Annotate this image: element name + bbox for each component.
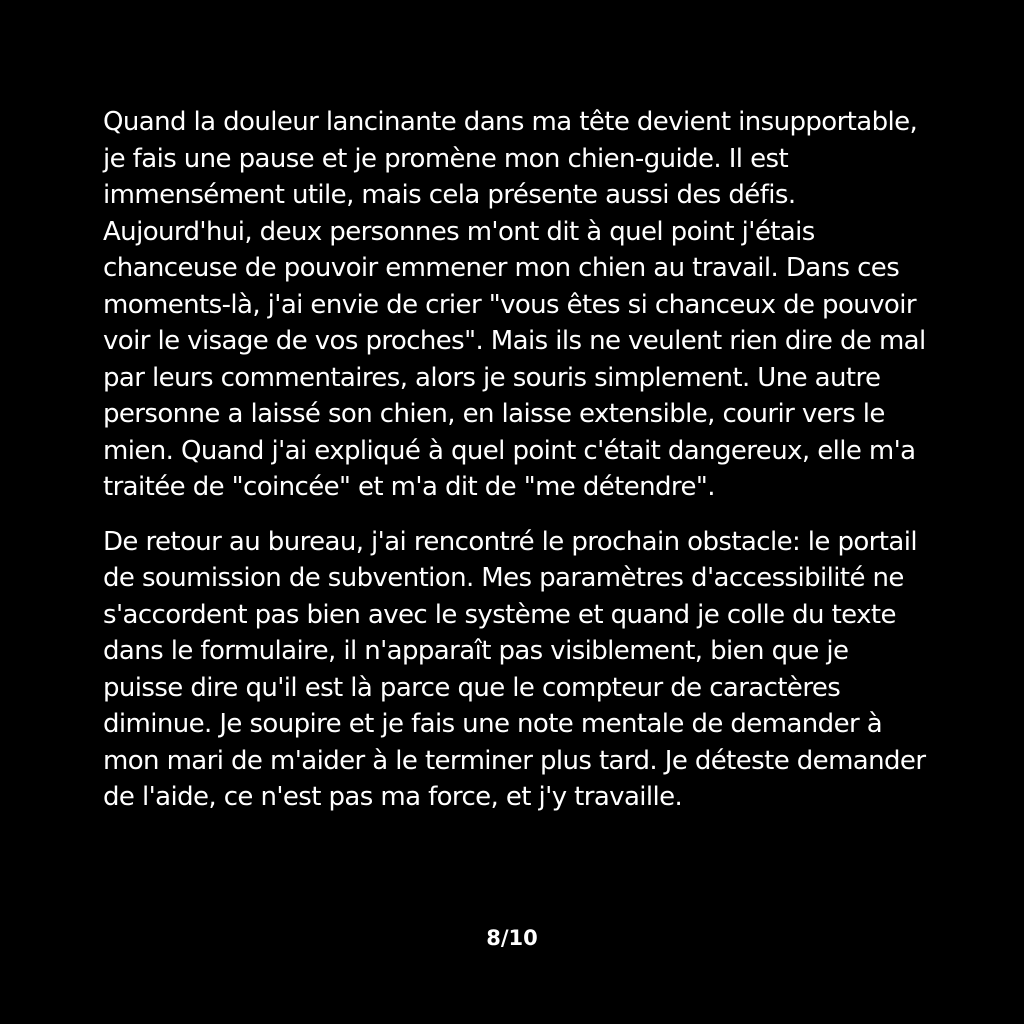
page-number: 8/10 [486,926,538,950]
paragraph-1: Quand la douleur lancinante dans ma tête devient insupportable, je fais une pause et je promène mon chien-guide. Il est immensément utile, mais cela présente aussi des défis. Aujourd'hui, deux personnes m'ont dit à quel point j'étais chanceuse de pouvoir emmener mon chien au travail. Dans ces moments-là, j'ai envie de crier "vous êtes si chanceux de pouvoir voir le visage de vos proches". Mais ils ne veulent rien dire de mal par leurs commentaires, alors je souris simplement. Une autre personne a laissé son chien, en laisse extensible, courir vers le mien. Quand j'ai expliqué à quel point c'était dangereux, elle m'a traitée de "coincée" et m'a dit de "me détendre". [103,107,926,502]
paragraph-2: De retour au bureau, j'ai rencontré le prochain obstacle: le portail de soumission de subvention. Mes paramètres d'accessibilité ne s'accordent pas bien avec le système et quand je colle du texte dans le formulaire, il n'apparaît pas visiblement, bien que je puisse dire qu'il est là parce que le compteur de caractères diminue. Je soupire et je fais une note mentale de demander à mon mari de m'aider à le terminer plus tard. Je déteste demander de l'aide, ce n'est pas ma force, et j'y travaille. [103,526,926,812]
body-text [103,104,933,834]
